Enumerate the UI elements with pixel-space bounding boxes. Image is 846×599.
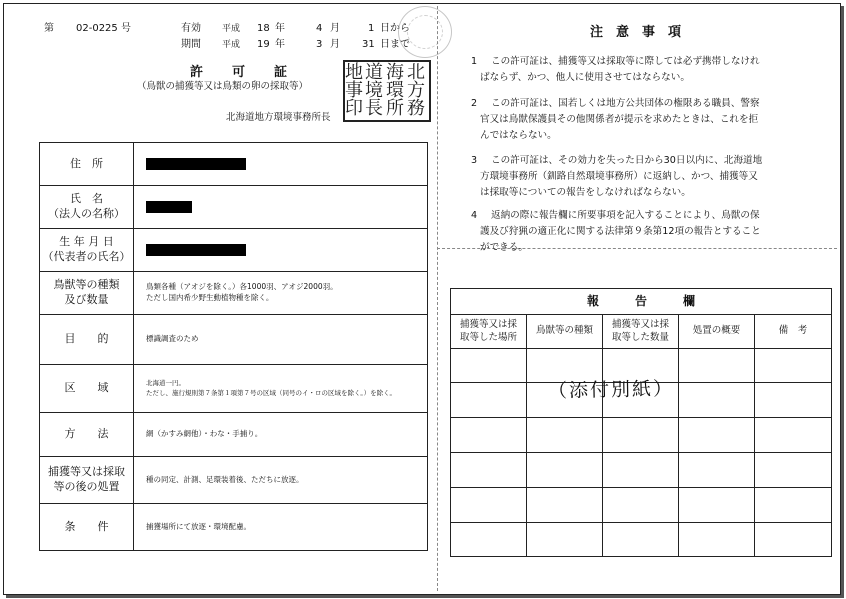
table-row	[40, 229, 428, 272]
report-cell	[679, 383, 755, 418]
seal-char: 海	[386, 62, 404, 83]
table-row	[40, 504, 428, 551]
from-day: 1	[368, 23, 375, 34]
field-label: 方 法	[40, 413, 134, 457]
table-row	[40, 315, 428, 365]
note-line: は採取等についての報告をしなければならない。	[480, 187, 691, 198]
report-cell	[679, 523, 755, 557]
table-row	[40, 272, 428, 315]
field-label: 目 的	[40, 315, 134, 365]
note-number: 1	[471, 56, 478, 67]
seal-char: 事	[345, 80, 363, 101]
redaction-bar	[146, 201, 192, 213]
report-cell	[451, 383, 527, 418]
report-cell	[755, 453, 832, 488]
field-value	[134, 143, 428, 186]
report-cell	[679, 349, 755, 383]
report-cell	[451, 349, 527, 383]
seal-char: 境	[365, 80, 383, 101]
field-label: 住 所	[40, 143, 134, 186]
report-column-header: 鳥獣等の種類	[527, 315, 603, 349]
permit-number-suffix: 号	[121, 23, 131, 34]
report-column-header: 捕獲等又は採 取等した数量	[603, 315, 679, 349]
field-value: 鳥類各種（アオジを除く。）各1000羽、アオジ2000羽。 ただし国内希少野生動植物種を除く。	[134, 272, 428, 315]
report-cell	[451, 453, 527, 488]
table-row	[40, 365, 428, 413]
permit-number-prefix: 第	[44, 23, 54, 34]
report-cell	[755, 523, 832, 557]
field-label: 区 域	[40, 365, 134, 413]
field-value: 北海道一円。 ただし、施行規則第７条第１項第７号の区域（同号のイ・ロの区域を除く。）を除く。	[134, 365, 428, 413]
field-label: 鳥獣等の種類 及び数量	[40, 272, 134, 315]
report-cell	[527, 418, 603, 453]
field-label: 生 年 月 日 （代表者の氏名）	[40, 229, 134, 272]
seal-char: 地	[345, 62, 363, 83]
to-month: 3	[316, 39, 323, 50]
note-line: んではならない。	[480, 130, 557, 141]
table-row	[40, 186, 428, 229]
report-title: 報 告 欄	[451, 289, 832, 315]
report-header-row	[451, 315, 832, 349]
note-line: この許可証は、その効力を失った日から30日以内に、北海道地	[491, 155, 763, 166]
note-line: 官又は鳥獣保護員その他関係者が提示を求めたときは、これを拒	[480, 114, 759, 125]
note-number: 2	[471, 98, 478, 109]
table-row	[40, 457, 428, 504]
round-seal-mark	[398, 6, 452, 58]
report-column-header: 処置の概要	[679, 315, 755, 349]
report-cell	[679, 488, 755, 523]
report-cell	[451, 488, 527, 523]
to-month-unit: 月	[330, 39, 340, 50]
report-cell	[755, 418, 832, 453]
to-year: 19	[257, 39, 270, 50]
note-line: ばならず、かつ、他人に使用させてはならない。	[480, 72, 690, 83]
field-value	[134, 229, 428, 272]
field-value: 網（かすみ網他）・わな・手捕り。	[134, 413, 428, 457]
redaction-bar	[146, 244, 246, 256]
report-title-row	[451, 289, 832, 315]
field-label: 条 件	[40, 504, 134, 551]
report-cell	[679, 453, 755, 488]
table-row	[40, 143, 428, 186]
seal-char: 環	[386, 80, 404, 101]
from-year-unit: 年	[275, 23, 285, 34]
validity-label: 有効	[181, 23, 201, 34]
permit-subtitle: （鳥獣の捕獲等又は鳥類の卵の採取等）	[137, 81, 309, 92]
field-value: 捕獲場所にて放逐・環境配慮。	[134, 504, 428, 551]
note-line: 返納の際に報告欄に所要事項を記入することにより、鳥獣の保	[491, 210, 760, 221]
seal-char: 長	[365, 98, 383, 119]
seal-char: 方	[407, 80, 425, 101]
note-number: 4	[471, 210, 478, 221]
from-day-suffix: 日から	[380, 23, 410, 34]
note-line: ができる。	[480, 242, 528, 253]
report-cell	[755, 349, 832, 383]
table-row	[451, 418, 832, 453]
notes-title: 注 意 事 項	[590, 25, 682, 40]
seal-char: 印	[345, 98, 363, 119]
note-line: この許可証は、捕獲等又は採取等に際しては必ず携帯しなけれ	[491, 56, 760, 67]
handwritten-attachment-note: （添付別紙）	[547, 377, 675, 403]
report-cell	[603, 488, 679, 523]
seal-char: 所	[386, 98, 404, 119]
seal-char: 道	[365, 62, 383, 83]
table-row	[451, 488, 832, 523]
redaction-bar	[146, 158, 246, 170]
field-label: 捕獲等又は採取 等の後の処置	[40, 457, 134, 504]
report-cell	[527, 523, 603, 557]
report-cell	[527, 453, 603, 488]
note-line: 方環境事務所（釧路自然環境事務所）に返納し、かつ、捕獲等又	[480, 171, 758, 182]
field-value	[134, 186, 428, 229]
table-row	[451, 453, 832, 488]
note-number: 3	[471, 155, 478, 166]
table-row	[40, 413, 428, 457]
report-cell	[603, 523, 679, 557]
report-table	[450, 288, 832, 557]
note-line: 護及び狩猟の適正化に関する法律第９条第12項の報告とすること	[480, 226, 761, 237]
vertical-fold-line	[437, 6, 438, 591]
from-month-unit: 月	[330, 23, 340, 34]
report-cell	[527, 488, 603, 523]
from-year: 18	[257, 23, 270, 34]
to-day: 31	[362, 39, 375, 50]
permit-number: 02-0225	[76, 23, 118, 34]
field-label: 氏 名 （法人の名称）	[40, 186, 134, 229]
table-row	[451, 523, 832, 557]
report-cell	[451, 418, 527, 453]
permit-title: 許 可 証	[190, 65, 289, 80]
from-month: 4	[316, 23, 323, 34]
field-value: 標識調査のため	[134, 315, 428, 365]
from-era: 平成	[222, 24, 241, 34]
report-column-header: 備 考	[755, 315, 832, 349]
seal-char: 北	[407, 62, 425, 83]
to-day-suffix: 日まで	[380, 39, 410, 50]
report-cell	[451, 523, 527, 557]
issuer-name: 北海道地方環境事務所長	[226, 112, 331, 123]
note-line: この許可証は、国若しくは地方公共団体の権限ある職員、警察	[491, 98, 760, 109]
report-cell	[755, 383, 832, 418]
official-seal-stamp	[343, 60, 431, 122]
report-cell	[679, 418, 755, 453]
seal-char: 務	[407, 98, 425, 119]
period-label: 期間	[181, 39, 201, 50]
field-value: 種の同定、計測、足環装着後、ただちに放逐。	[134, 457, 428, 504]
to-year-unit: 年	[275, 39, 285, 50]
to-era: 平成	[222, 40, 241, 50]
report-cell	[755, 488, 832, 523]
report-column-header: 捕獲等又は採 取等した場所	[451, 315, 527, 349]
report-cell	[603, 418, 679, 453]
permit-details-table	[39, 142, 428, 551]
report-cell	[603, 453, 679, 488]
